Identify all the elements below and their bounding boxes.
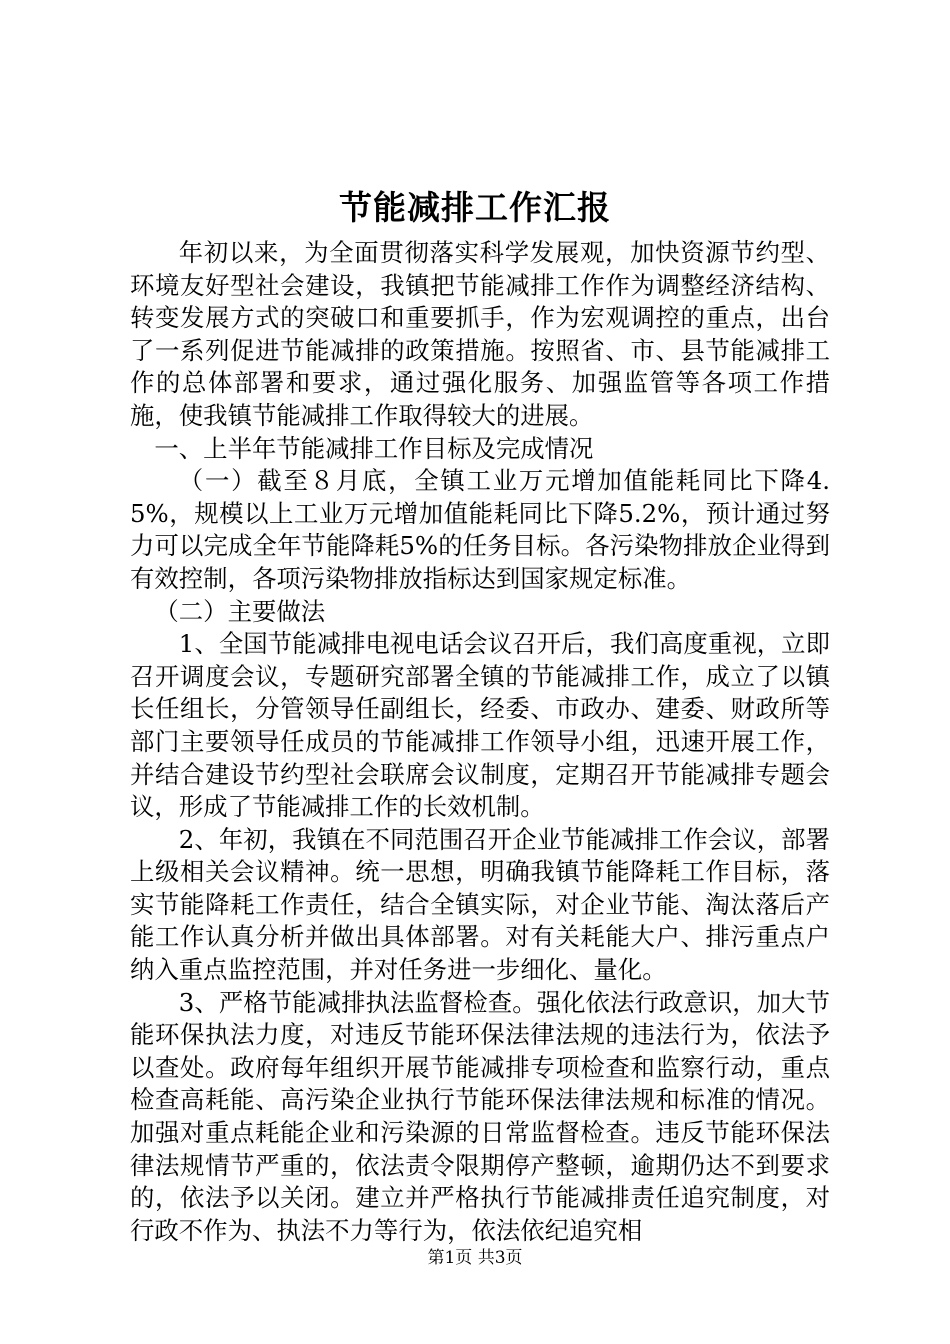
paragraph-intro: 年初以来，为全面贯彻落实科学发展观，加快资源节约型、环境友好型社会建设，我镇把节能减排工作作为调整经济结构、转变发展方式的突破口和重要抓手，作为宏观调控的重点，出台了一系列促进节能减排的政策措施。按照省、市、县节能减排工作的总体部署和要求，通过强化服务、加强监管等各项工作措施，使我镇节能减排工作取得较大的进展。 (130, 238, 830, 430)
page-number-footer: 第1页 共3页 (427, 1248, 523, 1268)
paragraph-measure-2: 2、年初，我镇在不同范围召开企业节能减排工作会议，部署上级相关会议精神。统一思想，明确我镇节能降耗工作目标，落实节能降耗工作责任，结合全镇实际，对企业节能、淘汰落后产能工作认真分析并做出具体部署。对有关耗能大户、排污重点户纳入重点监控范围，并对任务进一步细化、量化。 (130, 824, 830, 985)
section-heading-1: 一、上半年节能减排工作目标及完成情况 (154, 433, 594, 463)
paragraph-measure-1: 1、全国节能减排电视电话会议召开后，我们高度重视，立即召开调度会议，专题研究部署全镇的节能减排工作，成立了以镇长任组长，分管领导任副组长，经委、市政办、建委、财政所等部门主要领导任成员的节能减排工作领导小组，迅速开展工作，并结合建设节约型社会联席会议制度，定期召开节能减排专题会议，形成了节能减排工作的长效机制。 (130, 629, 830, 822)
document-title: 节能减排工作汇报 (339, 188, 611, 227)
section-heading-2: （二）主要做法 (154, 596, 326, 626)
paragraph-measure-3: 3、严格节能减排执法监督检查。强化依法行政意识，加大节能环保执法力度，对违反节能环保法律法规的违法行为，依法予以查处。政府每年组织开展节能减排专项检查和监察行动，重点检查高耗能、高污染企业执行节能环保法律法规和标准的情况。加强对重点耗能企业和污染源的日常监督检查。违反节能环保法律法规情节严重的，依法责令限期停产整顿，逾期仍达不到要求的，依法予以关闭。建立并严格执行节能减排责任追究制度，对行政不作为、执法不力等行为，依法依纪追究相 (130, 987, 830, 1245)
document-body (130, 237, 830, 1247)
paragraph-results: （一）截至８月底，全镇工业万元增加值能耗同比下降4.5%，规模以上工业万元增加值能耗同比下降5.2%，预计通过努力可以完成全年节能降耗5%的任务目标。各污染物排放企业得到有效控制，各项污染物排放指标达到国家规定标准。 (130, 466, 830, 593)
